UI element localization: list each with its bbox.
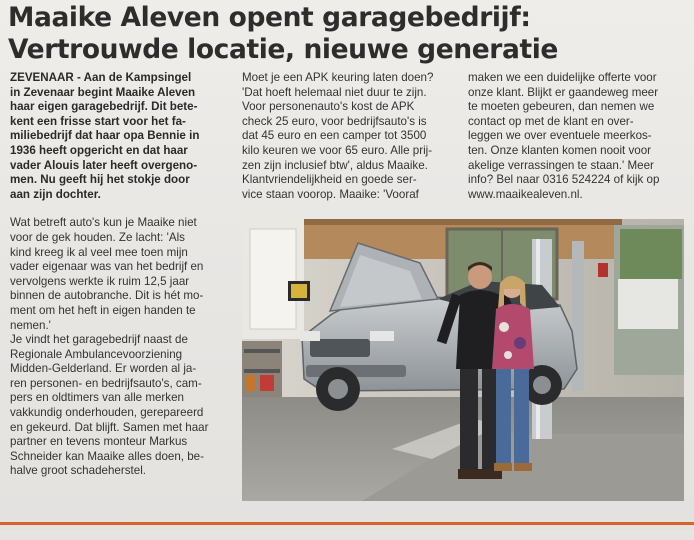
article-paragraph-3 [242, 71, 457, 202]
body-line: info? Bel naar 0316 524224 of kijk op [468, 173, 660, 187]
body-line: 'Dat hoeft helemaal niet duur te zijn. [242, 85, 427, 99]
article-paragraph-2 [10, 333, 232, 479]
body-line: en gekeurd. Dat blijft. Samen met haar [10, 420, 209, 434]
body-line: check 25 euro, voor bedrijfsauto's is [242, 114, 427, 128]
article-column-1 [10, 71, 232, 479]
article-photo [242, 219, 684, 501]
body-line: binnen de autobranche. Dit is hét mo- [10, 289, 204, 303]
body-line: ten. Onze klanten komen nooit voor [468, 143, 652, 157]
lead-line: men. Nu geeft hij het stokje door [10, 173, 190, 187]
body-line: kilo keuren we voor 65 euro. Alle prij- [242, 143, 433, 157]
article-column-2 [242, 71, 457, 202]
body-line: Wat betreft auto's kun je Maaike niet [10, 216, 197, 230]
body-line: vervolgens werkte ik ruim 12,5 jaar [10, 274, 190, 288]
body-line: Je vindt het garagebedrijf naast de [10, 333, 188, 347]
article-paragraph-4 [468, 71, 686, 202]
body-line: vice staan voorop. Maaike: 'Vooraf [242, 187, 419, 201]
body-line: contact op met de klant en over- [468, 114, 634, 128]
body-line: Schneider kan Maaike alles doen, be- [10, 449, 204, 463]
lead-line: 1936 heeft opgericht en dat haar [10, 143, 188, 157]
body-line: www.maaikealeven.nl. [468, 187, 583, 201]
lead-line: vader Alouis later heeft overgeno- [10, 158, 198, 172]
orange-divider-rule [0, 522, 694, 525]
body-line: ment om het heft in eigen handen te [10, 303, 196, 317]
body-line: maken we een duidelijke offerte voor [468, 71, 657, 84]
body-line: leggen we over eventuele meerkos- [468, 129, 652, 143]
body-line: Voor personenauto's kost de APK [242, 100, 415, 114]
body-line: onze klant. Blijkt er gaandeweg meer [468, 85, 659, 99]
body-line: halve groot schadeherstel. [10, 464, 146, 478]
body-line: Moet je een APK keuring laten doen? [242, 71, 434, 84]
body-line: vader eigenaar was van het bedrijf en [10, 260, 204, 274]
body-line: dat 45 euro en een camper tot 3500 [242, 129, 427, 143]
page-bottom-margin [0, 530, 694, 540]
lead-line: kent een frisse start voor het fa- [10, 114, 186, 128]
body-line: kind kreeg ik al veel mee toen mijn [10, 245, 188, 259]
garage-photo-illustration [242, 219, 684, 501]
article-headline [8, 2, 688, 66]
lead-line: haar eigen garagebedrijf. Dit bete- [10, 100, 198, 114]
body-line: ren personen- en bedrijfsauto's, cam- [10, 376, 202, 390]
body-line: akelige verrassingen te staan.' Meer [468, 158, 654, 172]
article-lead [10, 71, 232, 202]
headline-line-2: Vertrouwde locatie, nieuwe generatie [8, 34, 558, 65]
body-line: partner en tevens monteur Markus [10, 435, 188, 449]
lead-line: in Zevenaar begint Maaike Aleven [10, 85, 196, 99]
body-line: voor de gek houden. Ze lacht: 'Als [10, 230, 185, 244]
headline-line-1: Maaike Aleven opent garagebedrijf: [8, 2, 531, 33]
body-line: nemen.' [10, 318, 51, 332]
lead-line: ZEVENAAR - Aan de Kampsingel [10, 71, 192, 84]
body-line: Regionale Ambulancevoorziening [10, 347, 183, 361]
body-line: vakkundig onderhouden, gerepareerd [10, 406, 204, 420]
body-line: te moeten gebeuren, dan nemen we [468, 100, 655, 114]
body-line: pers en oldtimers van alle merken [10, 391, 184, 405]
body-line: Klantvriendelijkheid en goede ser- [242, 173, 417, 187]
body-line: zen zijn inclusief btw', aldus Maaike. [242, 158, 428, 172]
lead-line: aan zijn dochter. [10, 187, 101, 201]
article-paragraph-1 [10, 216, 232, 333]
lead-line: miliebedrijf dat haar opa Bennie in [10, 129, 200, 143]
article-column-3 [468, 71, 686, 202]
body-line: Midden-Gelderland. Er worden al ja- [10, 362, 197, 376]
